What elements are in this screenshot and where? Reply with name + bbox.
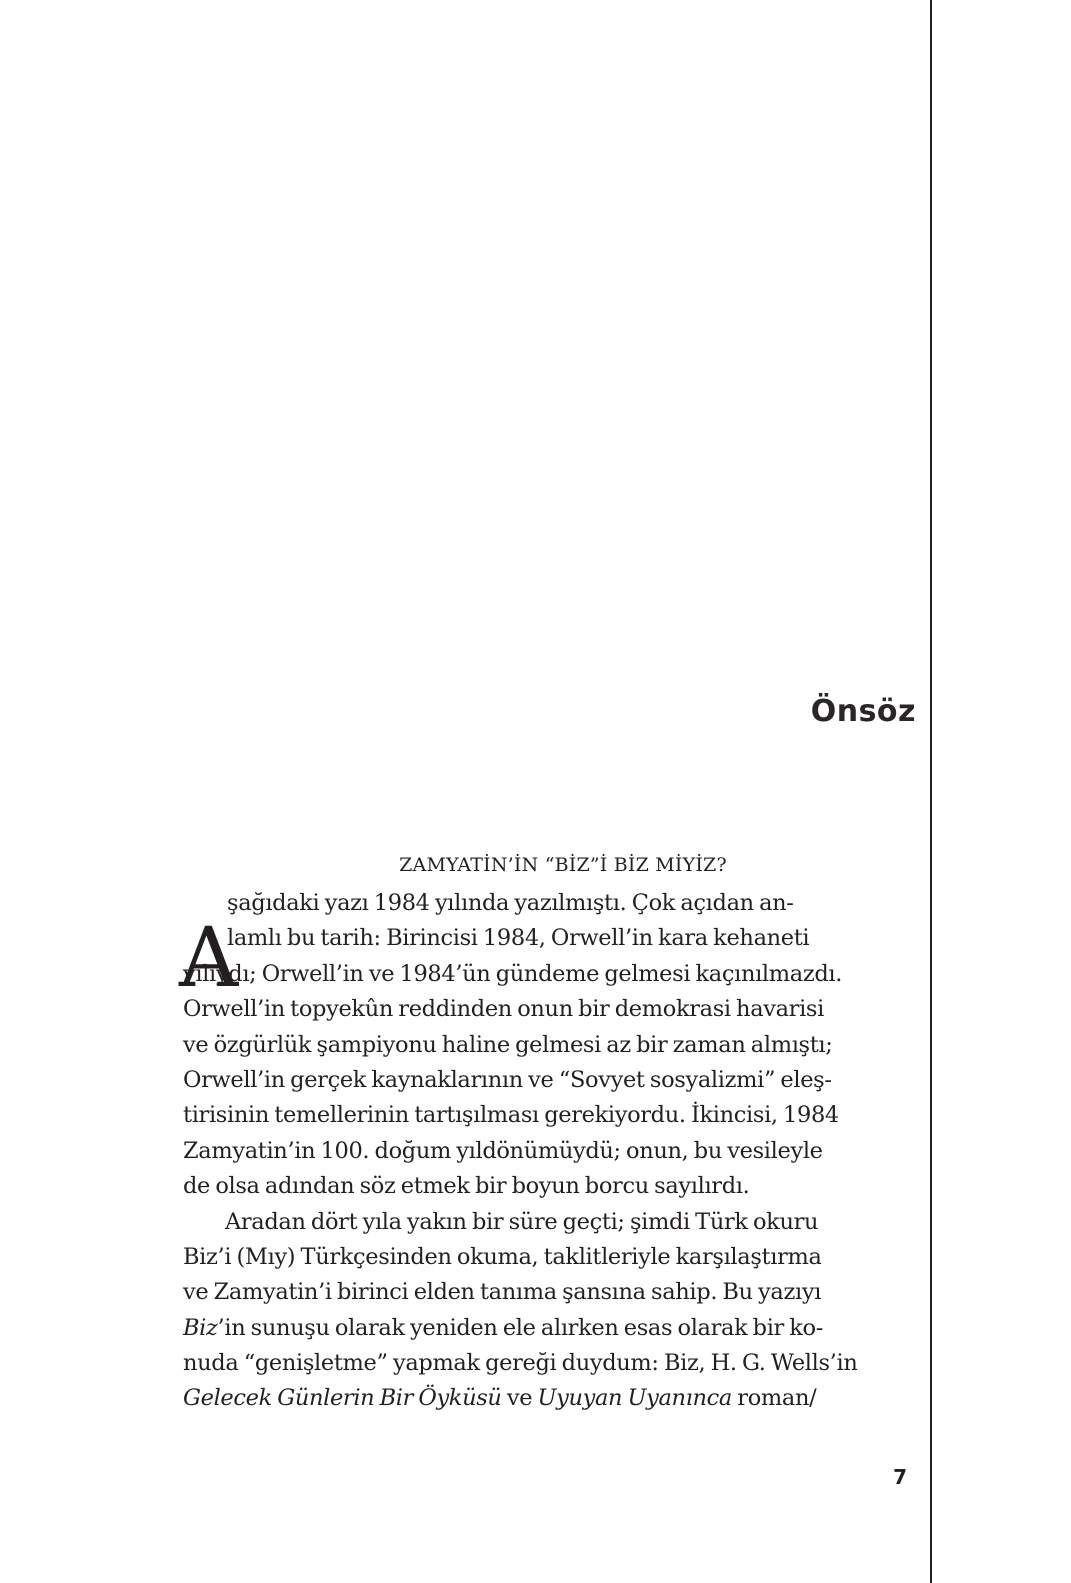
- paragraph-line: ve özgürlük şampiyonu haline gelmesi az bir zaman almıştı;: [183, 1031, 833, 1058]
- line-text: ve: [501, 1385, 538, 1412]
- paragraph-line: nuda “genişletme” yapmak gereği duydum: Biz, H. G. Wells’in: [183, 1350, 858, 1377]
- line-text: ’in sunuşu olarak yeniden ele alırken esas olarak bir ko-: [217, 1314, 823, 1341]
- paragraph-line: [183, 1381, 929, 1416]
- paragraph-line: şağıdaki yazı 1984 yılında yazılmıştı. Çok açıdan an-: [227, 890, 794, 916]
- book-title-uyuyan: Uyuyan Uyanınca: [537, 1385, 732, 1412]
- paragraph-line: Orwell’in topyekûn reddinden onun bir demokrasi havarisi: [183, 996, 824, 1023]
- paragraph-1: [179, 886, 929, 1205]
- paragraph-line: [183, 1311, 929, 1346]
- paragraph-line: tirisinin temellerinin tartışılması gerekiyordu. İkincisi, 1984: [183, 1102, 839, 1129]
- book-title-gelecek: Gelecek Günlerin Bir Öyküsü: [183, 1385, 502, 1412]
- line-text: roman/: [731, 1385, 817, 1412]
- paragraph-line: Biz’i (Mıy) Türkçesinden okuma, taklitleriyle karşılaştırma: [183, 1243, 822, 1270]
- paragraph-line: Aradan dört yıla yakın bir süre geçti; şimdi Türk okuru: [225, 1208, 819, 1235]
- book-title-biz: Biz: [183, 1314, 218, 1341]
- section-heading: ZAMYATİN’İN “BİZ”İ BİZ MİYİZ?: [399, 854, 727, 876]
- paragraph-line: Orwell’in gerçek kaynaklarının ve “Sovyet sosyalizmi” eleş-: [183, 1066, 832, 1093]
- paragraph-line: de olsa adından söz etmek bir boyun borcu sayılırdı.: [183, 1173, 750, 1200]
- chapter-title: Önsöz: [810, 694, 916, 729]
- paragraph-line: lamlı bu tarih: Birincisi 1984, Orwell’in kara kehaneti: [227, 925, 810, 952]
- article-body: [179, 850, 929, 1417]
- paragraph-line: ve Zamyatin’i birinci elden tanıma şansına sahip. Bu yazıyı: [183, 1279, 822, 1306]
- paragraph-line: yılıydı; Orwell’in ve 1984’ün gündeme gelmesi kaçınılmazdı.: [183, 960, 843, 987]
- page-number: 7: [893, 1465, 907, 1489]
- paragraph-2: [183, 1205, 929, 1417]
- paragraph-line: Zamyatin’in 100. doğum yıldönümüydü; onun, bu vesileyle: [183, 1137, 823, 1164]
- drop-cap: A: [179, 911, 239, 1006]
- margin-rule: [930, 0, 932, 1583]
